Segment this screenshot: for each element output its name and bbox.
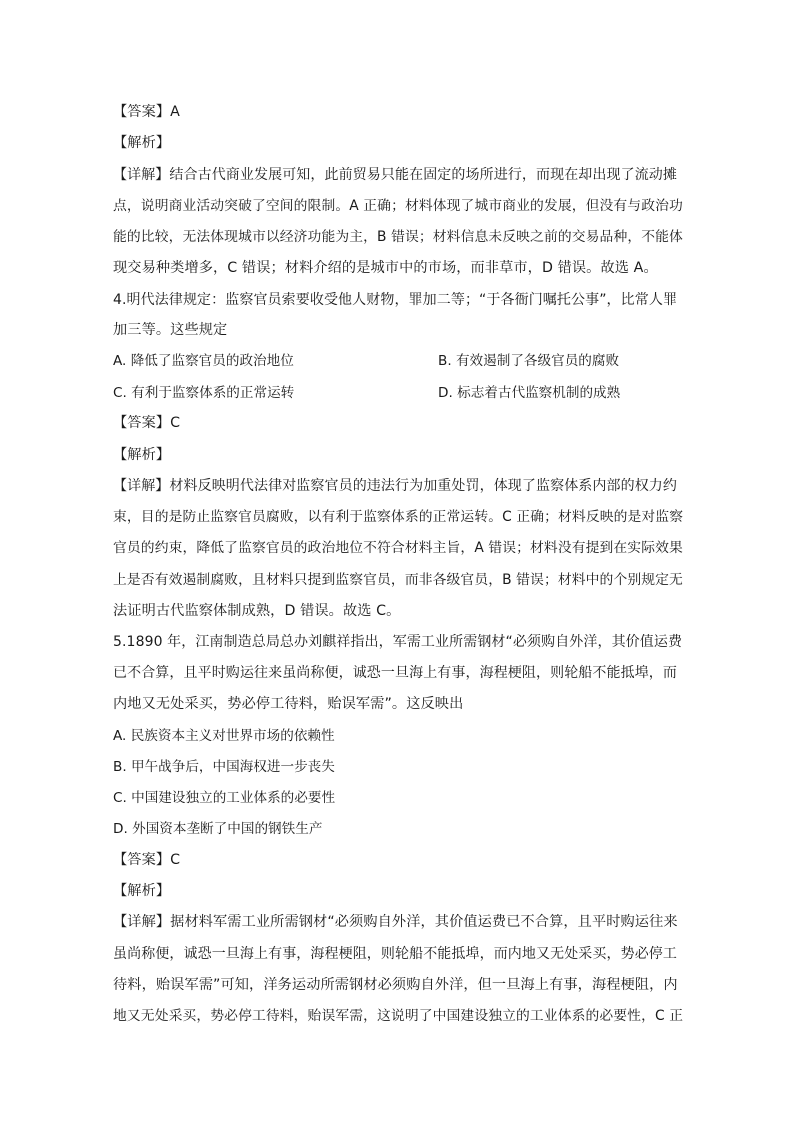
detail-line: 官员的约束，降低了监察官员的政治地位不符合材料主旨，A 错误；材料没有提到在实际效果 bbox=[113, 540, 683, 556]
answer-label: 【答案】C bbox=[113, 852, 181, 868]
option-a: A. 民族资本主义对世界市场的依赖性 bbox=[113, 728, 335, 744]
detail-line: 能的比较，无法体现城市以经济功能为主，B 错误；材料信息未反映之前的交易品种，不能体 bbox=[113, 229, 683, 245]
detail-line: 待料，贻误军需”可知，洋务运动所需钢材必须购自外洋，但一旦海上有事，海程梗阻，内 bbox=[113, 977, 678, 993]
option-d: D. 标志着古代监察机制的成熟 bbox=[438, 385, 621, 401]
analysis-label: 【解析】 bbox=[113, 883, 171, 899]
question-stem: 4.明代法律规定：监察官员索要收受他人财物，罪加二等；“于各衙门嘱托公事”，比常人罪 bbox=[113, 292, 678, 308]
answer-label: 【答案】C bbox=[113, 415, 181, 431]
detail-line: 虽尚称便，诚恐一旦海上有事，海程梗阻，则轮船不能抵埠，而内地又无处采买，势必停工 bbox=[113, 946, 677, 962]
question-stem: 内地又无处采买，势必停工待料，贻误军需”。这反映出 bbox=[113, 696, 464, 712]
detail-line: 【详解】材料反映明代法律对监察官员的违法行为加重处罚，体现了监察体系内部的权力约 bbox=[113, 478, 677, 494]
question-stem: 5.1890 年，江南制造总局总办刘麒祥指出，军需工业所需钢材“必须购自外洋，其价值运费 bbox=[113, 634, 683, 650]
detail-line: 束，目的是防止监察官员腐败，以有利于监察体系的正常运转。C 正确；材料反映的是对监察 bbox=[113, 509, 684, 525]
option-c: C. 有利于监察体系的正常运转 bbox=[113, 385, 295, 401]
question-stem: 已不合算，且平时购运往来虽尚称便，诚恐一旦海上有事，海程梗阻，则轮船不能抵埠，而 bbox=[113, 665, 677, 681]
question-stem: 加三等。这些规定 bbox=[113, 322, 228, 338]
option-d: D. 外国资本垄断了中国的钢铁生产 bbox=[113, 821, 323, 837]
analysis-label: 【解析】 bbox=[113, 447, 171, 463]
detail-line: 法证明古代监察体制成熟，D 错误。故选 C。 bbox=[113, 603, 401, 619]
option-b: B. 甲午战争后，中国海权进一步丧失 bbox=[113, 759, 335, 775]
detail-line: 点，说明商业活动突破了空间的限制。A 正确；材料体现了城市商业的发展，但没有与政治功 bbox=[113, 198, 683, 214]
detail-line: 现交易种类增多，C 错误；材料介绍的是城市中的市场，而非草市，D 错误。故选 A。 bbox=[113, 260, 658, 276]
detail-line: 地又无处采买，势必停工待料，贻误军需，这说明了中国建设独立的工业体系的必要性，C 正 bbox=[113, 1008, 684, 1024]
detail-line: 【详解】据材料军需工业所需钢材“必须购自外洋，其价值运费已不合算，且平时购运往来 bbox=[113, 914, 678, 930]
detail-line: 【详解】结合古代商业发展可知，此前贸易只能在固定的场所进行，而现在却出现了流动摊 bbox=[113, 167, 677, 183]
analysis-label: 【解析】 bbox=[113, 135, 171, 151]
option-a: A. 降低了监察官员的政治地位 bbox=[113, 353, 294, 369]
option-c: C. 中国建设独立的工业体系的必要性 bbox=[113, 790, 336, 806]
option-b: B. 有效遏制了各级官员的腐败 bbox=[438, 353, 620, 369]
answer-label: 【答案】A bbox=[113, 104, 180, 120]
detail-line: 上是否有效遏制腐败，且材料只提到监察官员，而非各级官员，B 错误；材料中的个别规定无 bbox=[113, 572, 683, 588]
